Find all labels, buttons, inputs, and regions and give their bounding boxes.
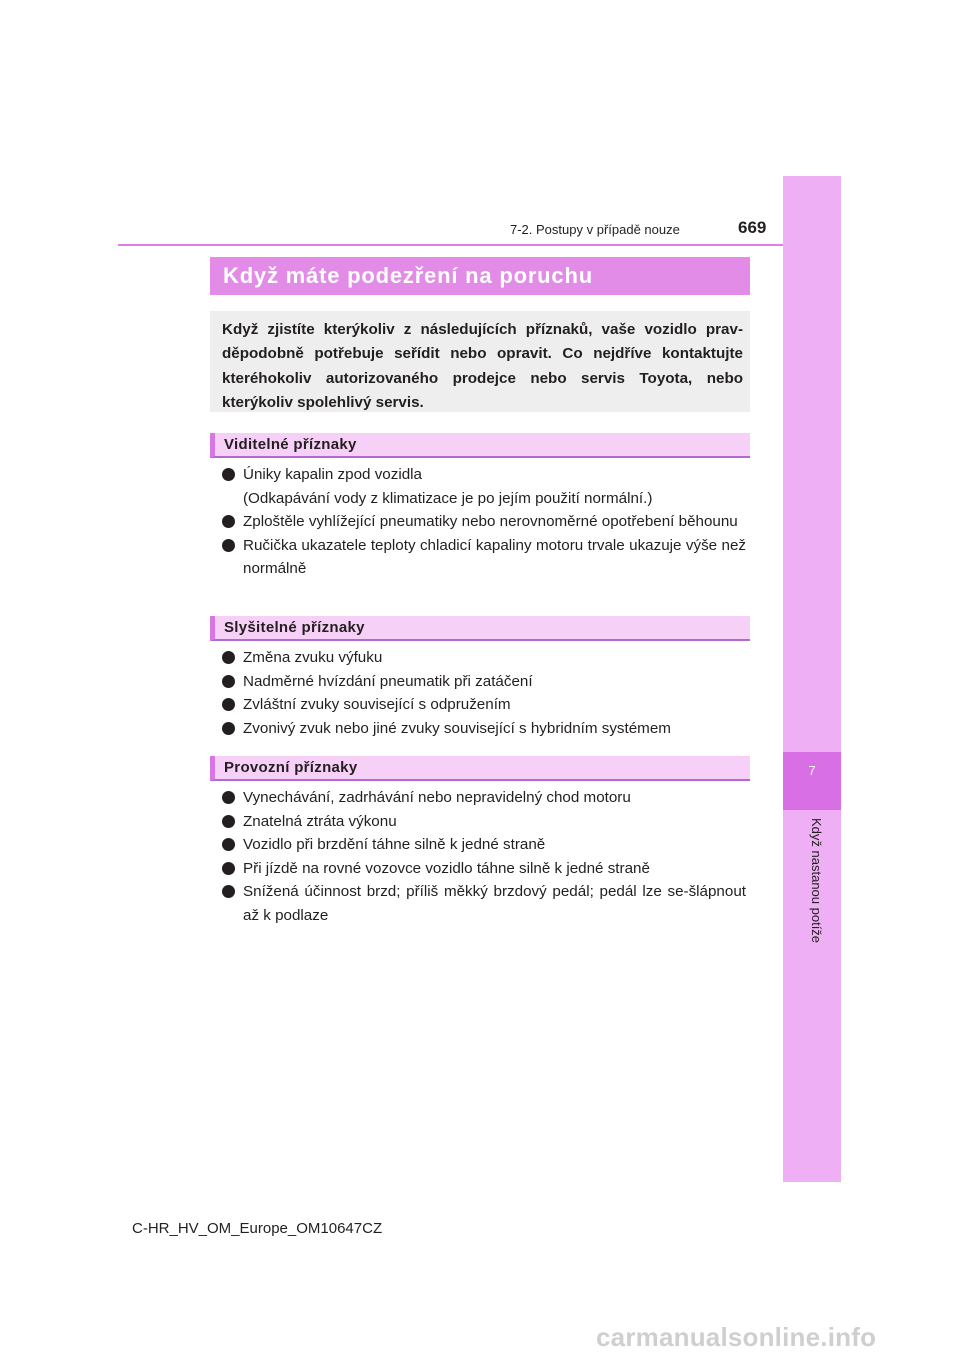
subheading-title: Provozní příznaky [224,759,358,776]
side-chapter-tab [783,176,841,1182]
subheading-title: Slyšitelné příznaky [224,619,365,636]
side-chapter-number-block [783,752,841,810]
list-item [222,646,746,670]
main-heading: Když máte podezření na poruchu [223,263,593,288]
list-item [222,880,746,927]
subheading-visible-symptoms [210,433,750,458]
list-item [222,693,746,717]
subheading-title: Viditelné příznaky [224,436,357,453]
bullet-icon [222,722,235,735]
list-item [222,857,746,881]
list-item [222,810,746,834]
list-item-text: Snížená účinnost brzd; příliš měkký brzdový pedál; pedál lze se-šlápnout až k podlaze [243,883,746,924]
list-item-text: Při jízdě na rovné vozovce vozidlo táhne silně k jedné straně [243,859,650,877]
list-item-note: (Odkapávání vody z klimatizace je po jejím použití normální.) [243,489,653,507]
list-item-text: Zvonivý zvuk nebo jiné zvuky související s hybridním systémem [243,719,671,737]
operational-symptoms-list [222,786,746,927]
bullet-icon [222,539,235,552]
bullet-icon [222,675,235,688]
watermark: carmanualsonline.info [596,1322,877,1352]
bullet-icon [222,885,235,898]
bullet-icon [222,468,235,481]
header-divider [118,244,783,246]
list-item-text: Nadměrné hvízdání pneumatik při zatáčení [243,672,533,690]
bullet-icon [222,815,235,828]
list-item [222,717,746,741]
intro-box [210,311,750,412]
list-item [222,786,746,810]
main-heading-bar [210,257,750,295]
section-reference: 7-2. Postupy v případě nouze [510,222,680,237]
list-item [222,670,746,694]
list-item-text: Zploštěle vyhlížející pneumatiky nebo nerovnoměrné opotřebení běhounu [243,513,738,530]
intro-text: Když zjistíte kterýkoliv z následujících příznaků, vaše vozidlo prav-děpodobně potřebuje seřídit nebo opravit. Co nejdříve kontaktujte kteréhokoliv autorizovaného prodejce nebo servis Toyota, nebo kterýkoliv spolehlivý servis. [222,321,743,411]
list-item-text: Ručička ukazatele teploty chladicí kapaliny motoru trvale ukazuje výše než normálně [243,536,746,577]
list-item-text: Vozidlo při brzdění táhne silně k jedné straně [243,836,546,853]
audible-symptoms-list [222,646,746,740]
list-item-text: Znatelná ztráta výkonu [243,812,397,830]
list-item [222,463,746,510]
bullet-icon [222,838,235,851]
bullet-icon [222,651,235,664]
bullet-icon [222,698,235,711]
list-item [222,510,746,534]
page-number: 669 [738,218,767,237]
bullet-icon [222,515,235,528]
list-item-text: Úniky kapalin zpod vozidla [243,466,422,483]
list-item-text: Vynechávání, zadrhávání nebo nepravidelný chod motoru [243,789,631,806]
document-code: C-HR_HV_OM_Europe_OM10647CZ [132,1220,383,1237]
side-chapter-title: Když nastanou potíže [809,818,824,944]
list-item [222,534,746,581]
bullet-icon [222,862,235,875]
list-item-text: Zvláštní zvuky související s odpružením [243,696,511,713]
visible-symptoms-list [222,463,746,581]
bullet-icon [222,791,235,804]
list-item-text: Změna zvuku výfuku [243,649,383,666]
subheading-audible-symptoms [210,616,750,641]
side-chapter-number: 7 [808,763,816,778]
list-item [222,833,746,857]
subheading-operational-symptoms [210,756,750,781]
